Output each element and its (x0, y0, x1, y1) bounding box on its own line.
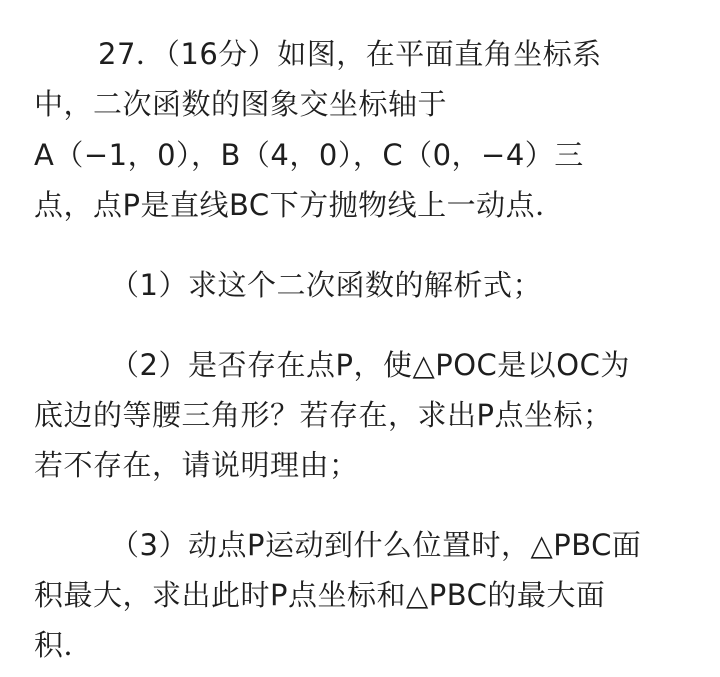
part2-line-3: 若不存在，请说明理由； (34, 448, 359, 482)
intro-line-3: A（−1，0），B（4，0），C（0，−4）三 (34, 138, 584, 172)
intro-line-1: 27．（16分）如图，在平面直角坐标系 (98, 37, 602, 71)
part3-line-1: （3）动点P运动到什么位置时，△PBC面 (110, 528, 642, 562)
part3-line-3: 积． (34, 628, 94, 662)
intro-line-4: 点，点P是直线BC下方抛物线上一动点． (34, 188, 565, 222)
part3-line-2: 积最大，求出此时P点坐标和△PBC的最大面 (34, 578, 606, 612)
intro-line-2: 中，二次函数的图象交坐标轴于 (34, 87, 448, 121)
part1-line-1: （1）求这个二次函数的解析式； (110, 268, 542, 302)
part2-line-2: 底边的等腰三角形？若存在，求出P点坐标； (34, 398, 613, 432)
part2-line-1: （2）是否存在点P，使△POC是以OC为 (110, 348, 630, 382)
